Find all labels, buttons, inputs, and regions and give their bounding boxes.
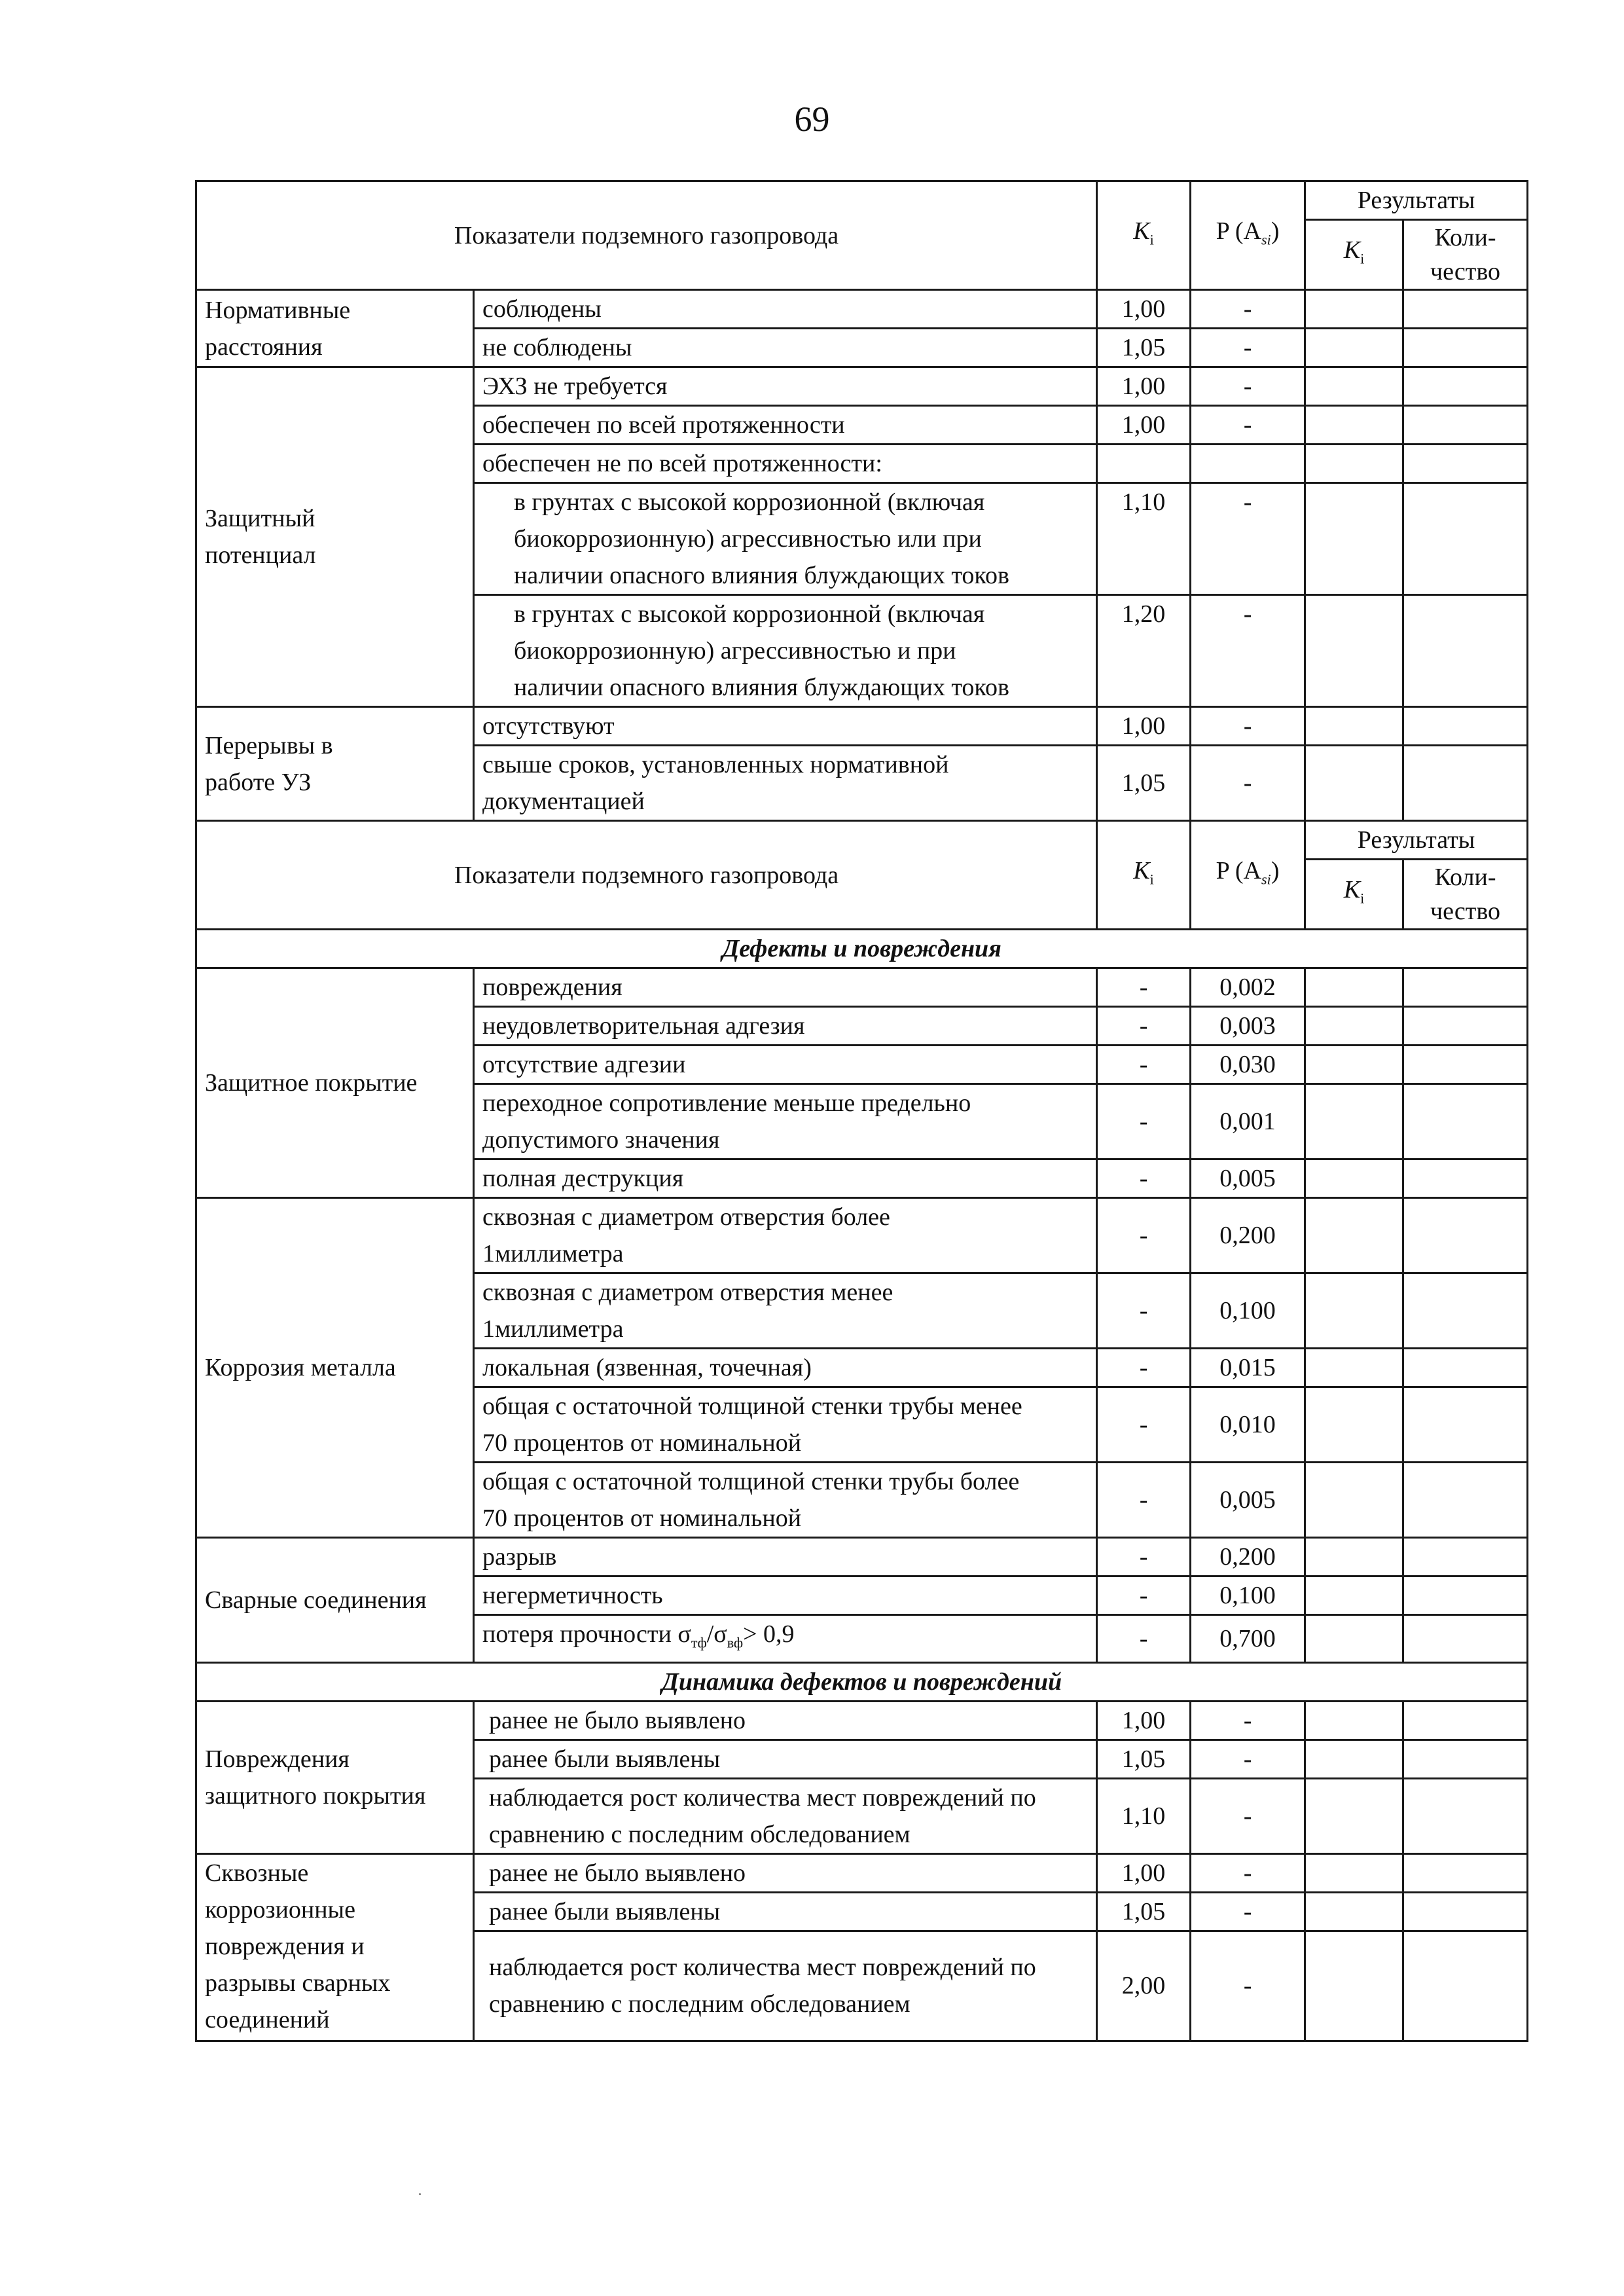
row-p: 0,200 <box>1191 1538 1305 1576</box>
row-ki: - <box>1097 1538 1191 1576</box>
result-qty-cell <box>1403 329 1528 367</box>
row-ki: 1,10 <box>1097 483 1191 595</box>
row-p: - <box>1191 483 1305 595</box>
result-ki-cell <box>1305 1740 1403 1778</box>
row-ki: 1,00 <box>1097 1853 1191 1892</box>
row-ki: 1,00 <box>1097 707 1191 746</box>
row-p: - <box>1191 290 1305 329</box>
row-p: - <box>1191 707 1305 746</box>
row-desc: ранее были выявлены <box>474 1892 1097 1931</box>
result-qty-cell <box>1403 1931 1528 2041</box>
result-ki-cell <box>1305 1046 1403 1084</box>
row-p: - <box>1191 1931 1305 2041</box>
row-ki: 1,10 <box>1097 1778 1191 1853</box>
result-ki-cell <box>1305 1931 1403 2041</box>
result-ki-cell <box>1305 445 1403 483</box>
result-qty-cell <box>1403 406 1528 445</box>
row-p: - <box>1191 595 1305 707</box>
result-qty-cell <box>1403 1740 1528 1778</box>
row-desc: свыше сроков, установленных нормативной документацией <box>474 746 1097 821</box>
header-indicators-repeat: Показатели подземного газопровода <box>196 821 1097 930</box>
group-label-welds: Сварные соединения <box>196 1538 474 1663</box>
row-ki: - <box>1097 968 1191 1007</box>
row-ki: 1,05 <box>1097 1740 1191 1778</box>
row-p: - <box>1191 367 1305 406</box>
row-ki: - <box>1097 1463 1191 1538</box>
result-ki-cell <box>1305 595 1403 707</box>
result-ki-cell <box>1305 1701 1403 1740</box>
row-p: - <box>1191 1701 1305 1740</box>
result-qty-cell <box>1403 1778 1528 1853</box>
row-ki: - <box>1097 1576 1191 1615</box>
row-desc: в грунтах с высокой коррозионной (включая биокоррозионную) агрессивностью или при наличии опасного влияния блуждающих токов <box>474 483 1097 595</box>
row-ki: - <box>1097 1159 1191 1198</box>
result-ki-cell <box>1305 1853 1403 1892</box>
result-ki-cell <box>1305 707 1403 746</box>
result-qty-cell <box>1403 1853 1528 1892</box>
result-qty-cell <box>1403 1538 1528 1576</box>
header-results-repeat: Результаты <box>1305 821 1528 860</box>
row-p: - <box>1191 329 1305 367</box>
group-label-breaks: Перерывы в работе УЗ <box>196 707 474 821</box>
result-ki-cell <box>1305 1273 1403 1349</box>
group-label-coating-damage: Повреждения защитного покрытия <box>196 1701 474 1853</box>
row-p: 0,100 <box>1191 1273 1305 1349</box>
result-qty-cell <box>1403 1387 1528 1463</box>
section-row <box>196 930 1528 968</box>
header-p-repeat: P $(A_{si})$ <box>1191 821 1305 930</box>
row-ki: - <box>1097 1349 1191 1387</box>
result-ki-cell <box>1305 1084 1403 1159</box>
result-ki-cell <box>1305 746 1403 821</box>
table-header-row-repeat <box>196 821 1528 860</box>
result-ki-cell <box>1305 1892 1403 1931</box>
row-ki: - <box>1097 1387 1191 1463</box>
row-ki: - <box>1097 1084 1191 1159</box>
table-row <box>196 1538 1528 1576</box>
row-ki: 1,00 <box>1097 1701 1191 1740</box>
result-ki-cell <box>1305 968 1403 1007</box>
row-ki: 1,00 <box>1097 367 1191 406</box>
row-desc: отсутствие адгезии <box>474 1046 1097 1084</box>
row-ki: - <box>1097 1198 1191 1273</box>
result-ki-cell <box>1305 1463 1403 1538</box>
indicators-table <box>195 180 1528 2042</box>
header-results-qty: Коли- чество <box>1403 220 1528 290</box>
result-qty-cell <box>1403 1084 1528 1159</box>
row-ki: 1,00 <box>1097 406 1191 445</box>
row-desc: ранее не было выявлено <box>474 1701 1097 1740</box>
result-qty-cell <box>1403 1701 1528 1740</box>
row-desc: потеря прочности $\sigma_{тф}/\sigma_{вф}> 0,9$ <box>474 1615 1097 1663</box>
result-qty-cell <box>1403 595 1528 707</box>
section-title-dynamics: Динамика дефектов и повреждений <box>196 1662 1528 1701</box>
row-p: - <box>1191 406 1305 445</box>
row-desc: обеспечен не по всей протяженности: <box>474 445 1097 483</box>
row-p: - <box>1191 1740 1305 1778</box>
row-ki: - <box>1097 1273 1191 1349</box>
result-qty-cell <box>1403 1046 1528 1084</box>
result-qty-cell <box>1403 707 1528 746</box>
row-desc: ранее не было выявлено <box>474 1853 1097 1892</box>
result-ki-cell <box>1305 1198 1403 1273</box>
row-ki: 1,20 <box>1097 595 1191 707</box>
section-row <box>196 1662 1528 1701</box>
row-ki: - <box>1097 1046 1191 1084</box>
result-ki-cell <box>1305 1007 1403 1046</box>
row-p: - <box>1191 746 1305 821</box>
header-p: P $(A_{si})$ <box>1191 181 1305 290</box>
result-ki-cell <box>1305 1576 1403 1615</box>
header-ki: $K_i$ <box>1097 181 1191 290</box>
result-ki-cell <box>1305 290 1403 329</box>
header-results-qty-repeat: Коли- чество <box>1403 860 1528 930</box>
row-desc: отсутствуют <box>474 707 1097 746</box>
row-desc: ранее были выявлены <box>474 1740 1097 1778</box>
row-desc: неудовлетворительная адгезия <box>474 1007 1097 1046</box>
row-desc: соблюдены <box>474 290 1097 329</box>
row-desc: негерметичность <box>474 1576 1097 1615</box>
row-desc: локальная (язвенная, точечная) <box>474 1349 1097 1387</box>
header-indicators: Показатели подземного газопровода <box>196 181 1097 290</box>
group-label-corrosion: Коррозия металла <box>196 1198 474 1538</box>
row-desc: переходное сопротивление меньше предельно допустимого значения <box>474 1084 1097 1159</box>
row-p: 0,015 <box>1191 1349 1305 1387</box>
result-qty-cell <box>1403 1576 1528 1615</box>
header-results-ki: $K_i$ <box>1305 220 1403 290</box>
table-header-row <box>196 181 1528 220</box>
row-p: 0,002 <box>1191 968 1305 1007</box>
header-results: Результаты <box>1305 181 1528 220</box>
row-ki: 1,05 <box>1097 746 1191 821</box>
result-qty-cell <box>1403 445 1528 483</box>
row-p: 0,030 <box>1191 1046 1305 1084</box>
result-qty-cell <box>1403 290 1528 329</box>
result-ki-cell <box>1305 1615 1403 1663</box>
table-row <box>196 367 1528 406</box>
group-label-through-damage: Сквозные коррозионные повреждения и разрывы сварных соединений <box>196 1853 474 2041</box>
result-ki-cell <box>1305 367 1403 406</box>
result-ki-cell <box>1305 1538 1403 1576</box>
group-label-normative: Нормативные расстояния <box>196 290 474 367</box>
group-label-potential: Защитный потенциал <box>196 367 474 707</box>
row-p: - <box>1191 1853 1305 1892</box>
table-row <box>196 1853 1528 1892</box>
row-p: 0,005 <box>1191 1463 1305 1538</box>
result-qty-cell <box>1403 1892 1528 1931</box>
row-p: 0,700 <box>1191 1615 1305 1663</box>
row-ki: 1,05 <box>1097 1892 1191 1931</box>
result-ki-cell <box>1305 1778 1403 1853</box>
row-desc: общая с остаточной толщиной стенки трубы менее 70 процентов от номинальной <box>474 1387 1097 1463</box>
row-p: 0,005 <box>1191 1159 1305 1198</box>
header-results-ki-repeat: $K_i$ <box>1305 860 1403 930</box>
row-ki: - <box>1097 1007 1191 1046</box>
row-p: - <box>1191 1778 1305 1853</box>
result-qty-cell <box>1403 1463 1528 1538</box>
result-ki-cell <box>1305 1159 1403 1198</box>
result-ki-cell <box>1305 1349 1403 1387</box>
result-qty-cell <box>1403 746 1528 821</box>
result-qty-cell <box>1403 367 1528 406</box>
row-desc: повреждения <box>474 968 1097 1007</box>
row-desc: в грунтах с высокой коррозионной (включая биокоррозионную) агрессивностью и при наличии опасного влияния блуждающих токов <box>474 595 1097 707</box>
section-title-defects: Дефекты и повреждения <box>196 930 1528 968</box>
row-p: 0,010 <box>1191 1387 1305 1463</box>
row-ki: - <box>1097 1615 1191 1663</box>
row-desc: разрыв <box>474 1538 1097 1576</box>
table-row <box>196 1701 1528 1740</box>
row-p: - <box>1191 1892 1305 1931</box>
result-qty-cell <box>1403 1349 1528 1387</box>
result-qty-cell <box>1403 1159 1528 1198</box>
result-ki-cell <box>1305 406 1403 445</box>
row-ki: 1,00 <box>1097 290 1191 329</box>
row-desc: общая с остаточной толщиной стенки трубы более 70 процентов от номинальной <box>474 1463 1097 1538</box>
row-p <box>1191 445 1305 483</box>
row-desc: ЭХЗ не требуется <box>474 367 1097 406</box>
result-ki-cell <box>1305 1387 1403 1463</box>
table-row <box>196 968 1528 1007</box>
row-p: 0,003 <box>1191 1007 1305 1046</box>
row-ki: 1,05 <box>1097 329 1191 367</box>
row-p: 0,100 <box>1191 1576 1305 1615</box>
result-qty-cell <box>1403 1615 1528 1663</box>
result-qty-cell <box>1403 1273 1528 1349</box>
row-desc: сквозная с диаметром отверстия менее 1миллиметра <box>474 1273 1097 1349</box>
row-p: 0,001 <box>1191 1084 1305 1159</box>
row-ki: 2,00 <box>1097 1931 1191 2041</box>
result-qty-cell <box>1403 968 1528 1007</box>
table-row <box>196 707 1528 746</box>
page-number: 69 <box>794 100 830 139</box>
result-ki-cell <box>1305 329 1403 367</box>
result-qty-cell <box>1403 1007 1528 1046</box>
row-desc: сквозная с диаметром отверстия более 1миллиметра <box>474 1198 1097 1273</box>
result-ki-cell <box>1305 483 1403 595</box>
table-row <box>196 290 1528 329</box>
header-ki-repeat: $K_i$ <box>1097 821 1191 930</box>
result-qty-cell <box>1403 483 1528 595</box>
row-desc: наблюдается рост количества мест повреждений по сравнению с последним обследованием <box>474 1778 1097 1853</box>
result-qty-cell <box>1403 1198 1528 1273</box>
row-ki <box>1097 445 1191 483</box>
row-desc: обеспечен по всей протяженности <box>474 406 1097 445</box>
row-desc: не соблюдены <box>474 329 1097 367</box>
row-p: 0,200 <box>1191 1198 1305 1273</box>
group-label-coating: Защитное покрытие <box>196 968 474 1198</box>
row-desc: наблюдается рост количества мест повреждений по сравнению с последним обследованием <box>474 1931 1097 2041</box>
table-row <box>196 1198 1528 1273</box>
scan-speck <box>419 2193 421 2195</box>
row-desc: полная деструкция <box>474 1159 1097 1198</box>
